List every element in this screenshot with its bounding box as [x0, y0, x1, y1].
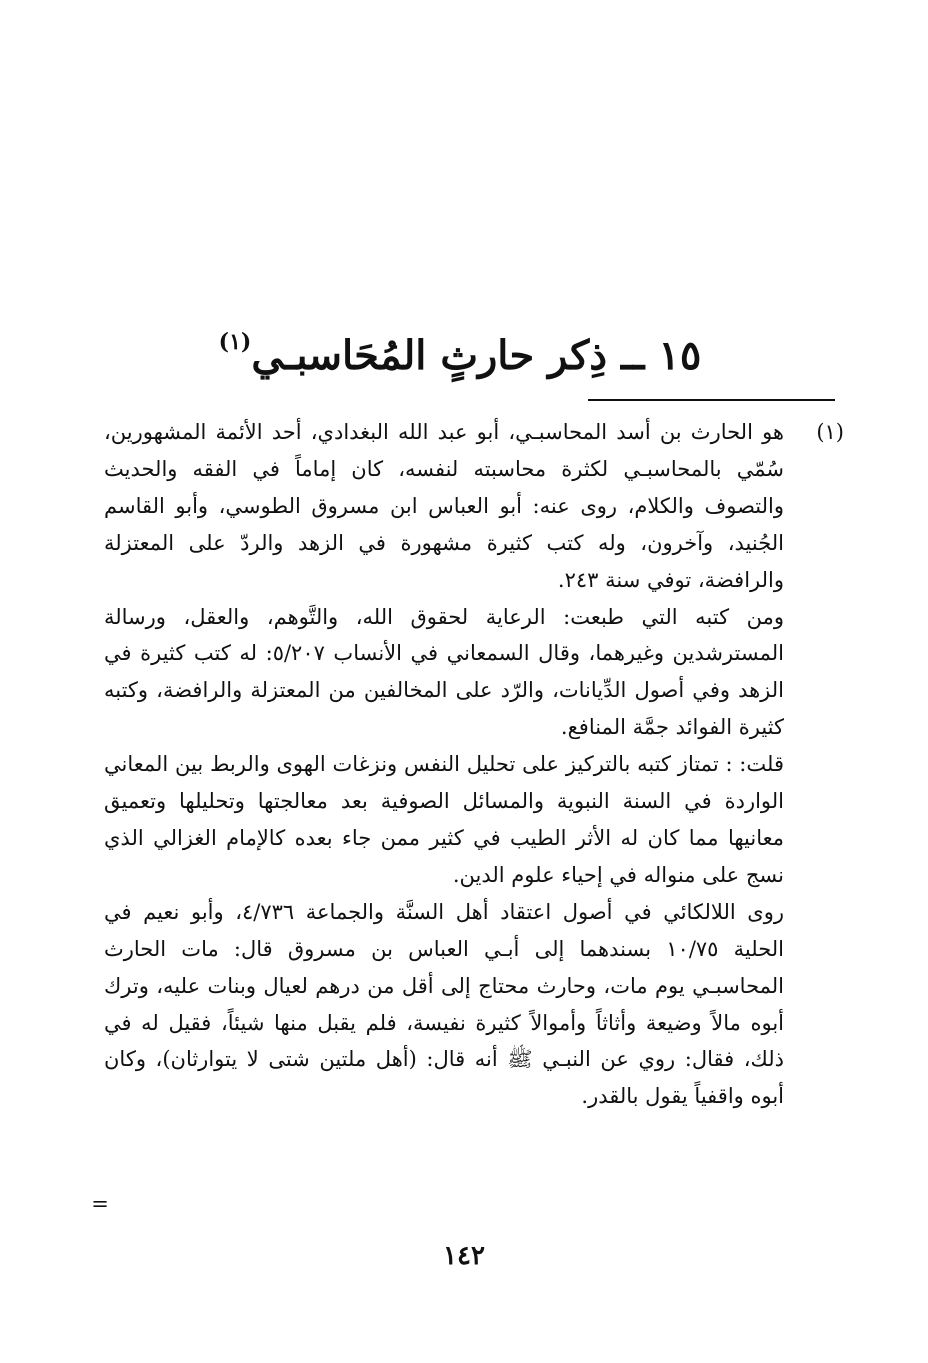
footnote-paragraph: روى اللالكائي في أصول اعتقاد أهل السنَّة والجماعة ٤/٧٣٦، وأبو نعيم في الحلية ١٠/٧٥ بسندهما إلى أبـي العباس بن مسروق قال: مات الحارث المحاسبـي يوم مات، وحارث محتاج إلى أقل من درهم لعيال وبنات عليه، وترك أبوه مالاً وضيعة وأثاثاً وأموالاً كثيرة نفيسة، فلم يقبل منها شيئاً، فقيل له في ذلك، فقال: روي عن النبـي ﷺ أنه قال: (أهل ملتين شتى لا يتوارثان)، وكان أبوه واقفياً يقول بالقدر. — [104, 899, 785, 1109]
footnote-paragraph: قلت: : تمتاز كتبه بالتركيز على تحليل النفس ونزغات الهوى والربط بين المعاني الواردة في السنة النبوية والمسائل الصوفية بعد معالجتها وتحليلها وتعميق معانيها مما كان له الأثر الطيب في كثير ممن جاء بعده كالإمام الغزالي الذي نسج على منواله في إحياء علوم الدين. — [104, 752, 784, 887]
footnote-marker: (١) — [816, 420, 844, 444]
continuation-mark: = — [91, 1192, 109, 1216]
footnote-separator — [588, 399, 835, 401]
footnote-reference: (١) — [218, 329, 252, 355]
chapter-title-text: ١٥ ــ ذِكر حارثٍ المُحَاسبـي — [251, 332, 702, 379]
footnote-paragraph: هو الحارث بن أسد المحاسبـي، أبو عبد الله البغدادي، أحد الأئمة المشهورين، سُمّي بالمحاسبـي لكثرة محاسبته لنفسه، كان إماماً في الفقه والحديث والتصوف والكلام، روى عنه: أبو العباس ابن مسروق الطوسي، وأبو القاسم الجُنيد، وآخرون، وله كتب كثيرة مشهورة في الزهد والردّ على المعتزلة والرافضة، توفي سنة ٢٤٣. — [104, 420, 784, 592]
footnote-paragraph: ومن كتبه التي طبعت: الرعاية لحقوق الله، والتَّوهم، والعقل، ورسالة المسترشدين وغيرهما، وقال السمعاني في الأنساب ٥/٢٠٧: له كتب كثيرة في الزهد وفي أصول الدِّيانات، والرّد على المخالفين من المعتزلة والرافضة، وكتبه كثيرة الفوائد جمَّة المنافع. — [104, 604, 785, 740]
page-number: ١٤٢ — [443, 1241, 485, 1271]
footnote-body — [104, 414, 784, 1115]
chapter-title — [200, 312, 720, 386]
